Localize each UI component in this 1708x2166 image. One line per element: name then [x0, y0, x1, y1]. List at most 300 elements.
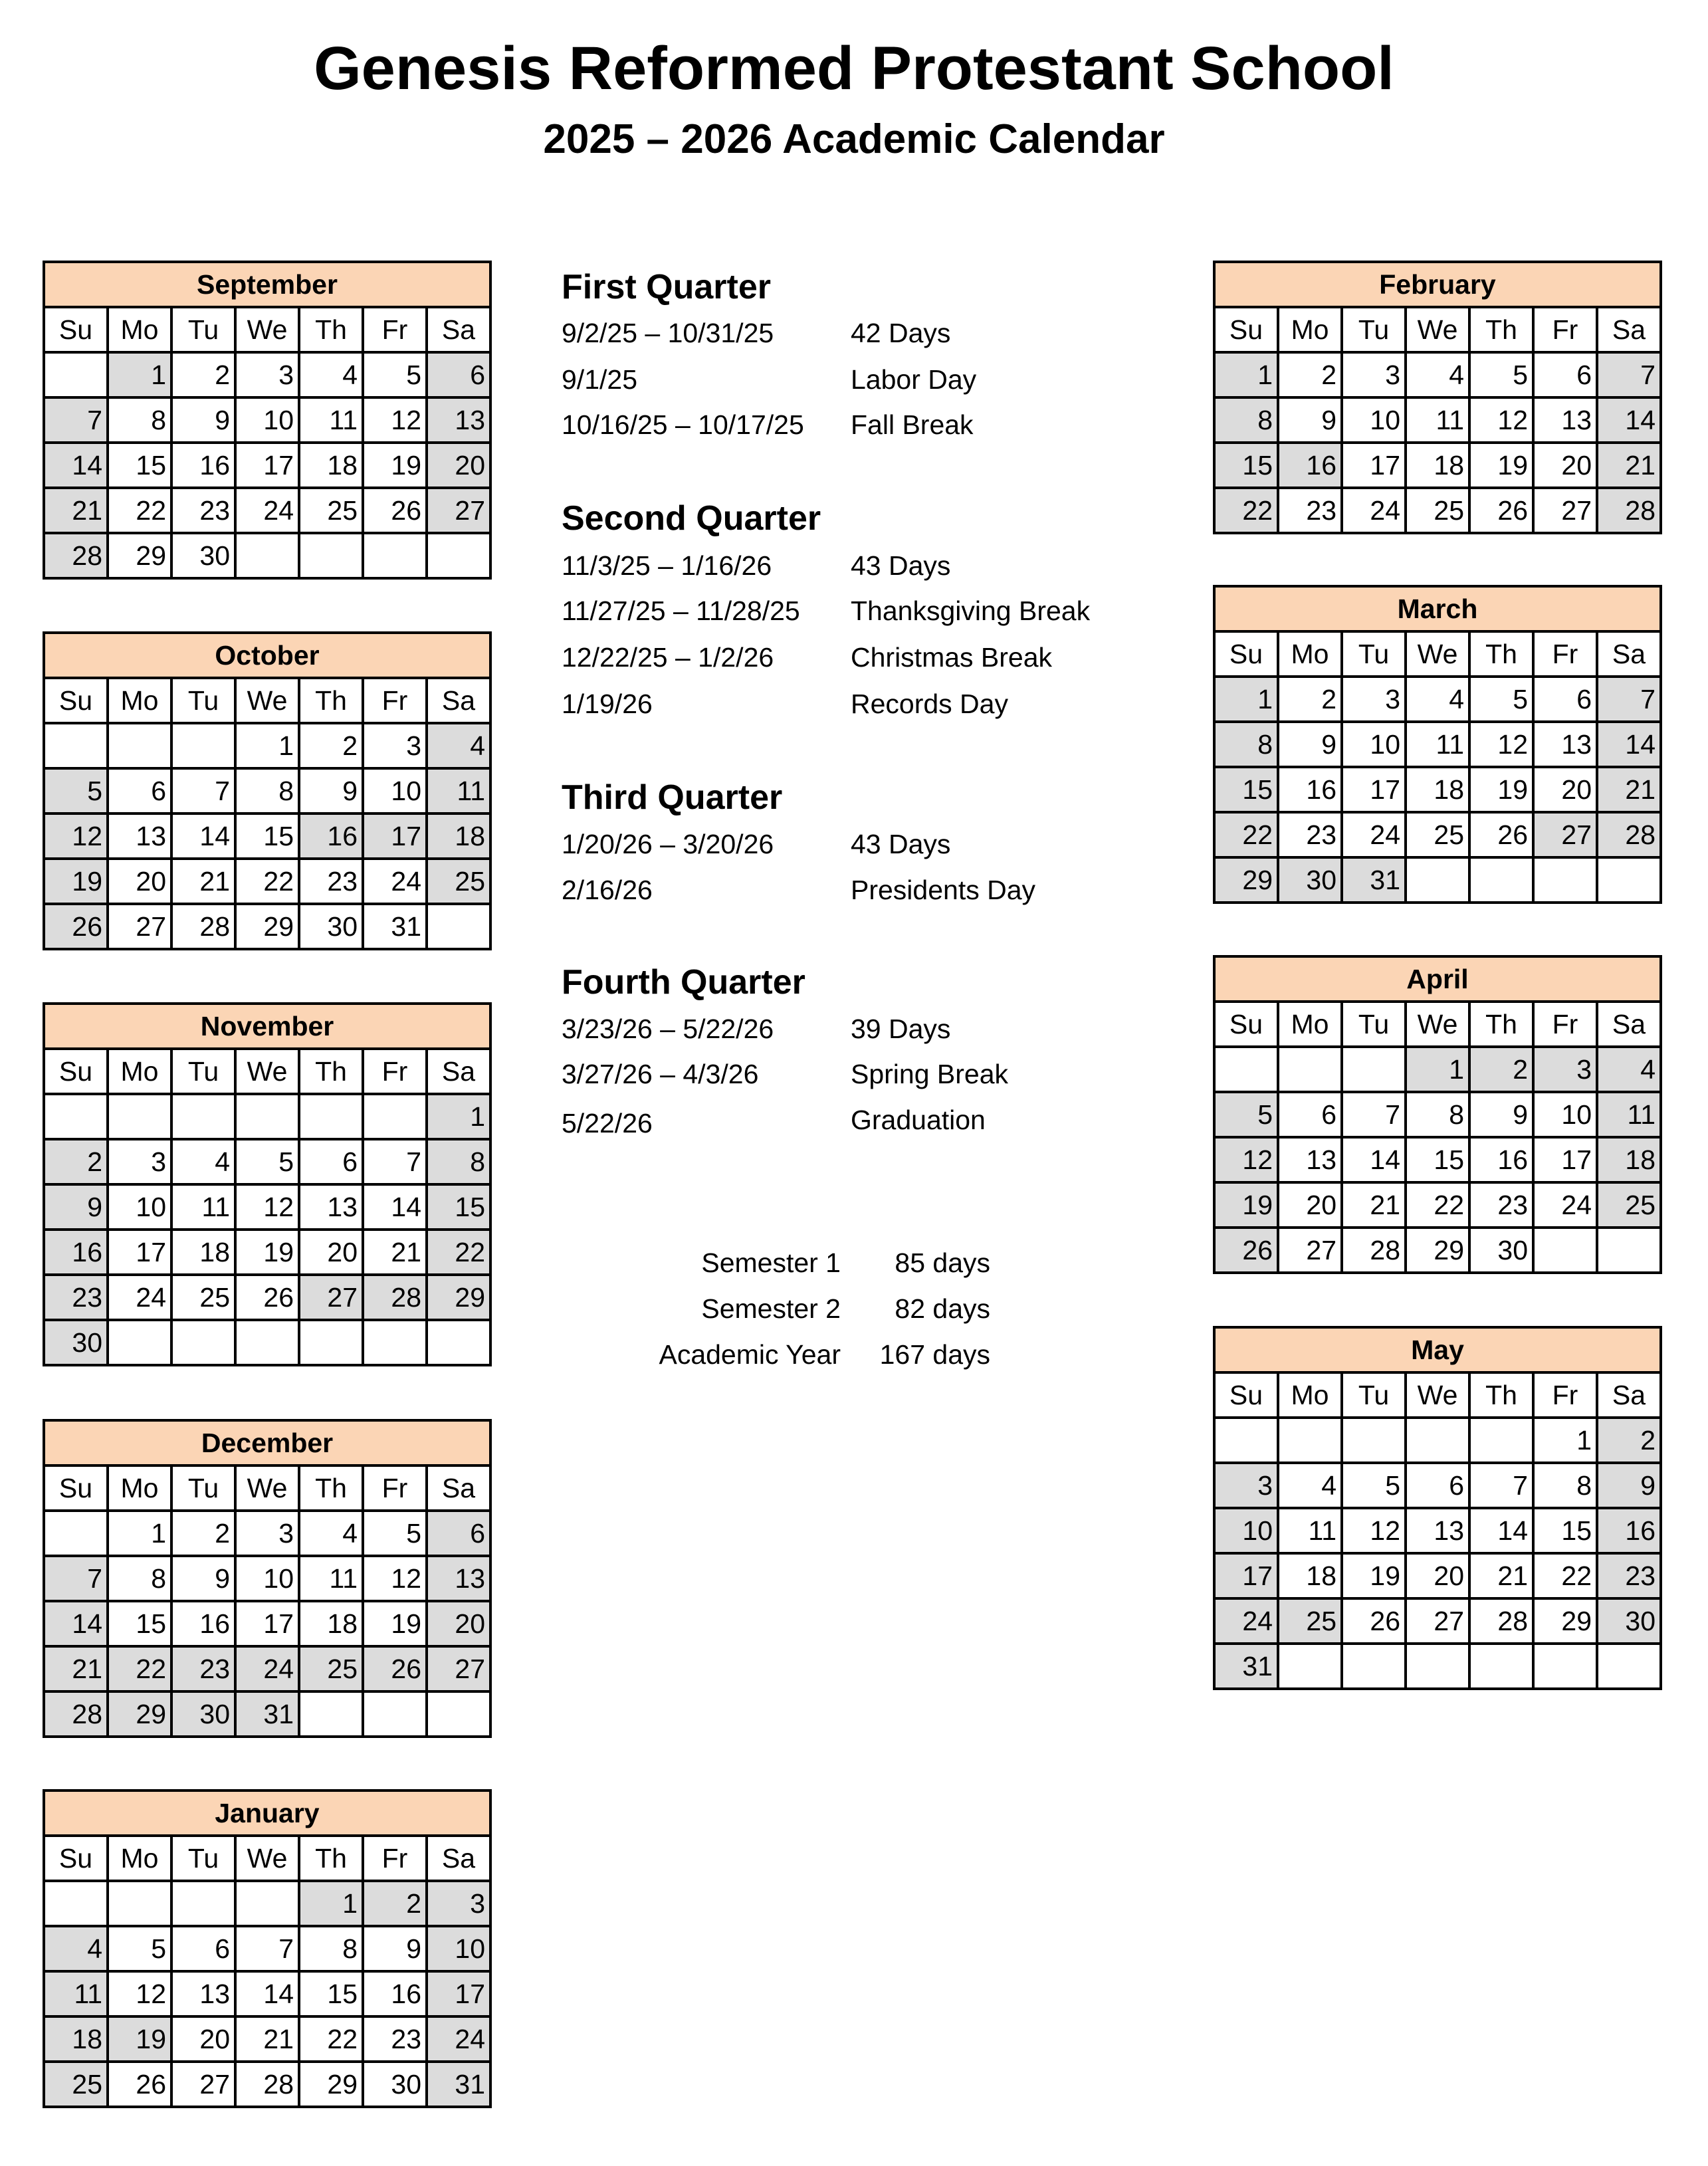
- empty-cell: [1278, 1047, 1342, 1092]
- month-name: October: [44, 633, 490, 678]
- day-cell: 22: [1214, 812, 1278, 857]
- day-cell: 24: [363, 859, 427, 904]
- day-cell: 24: [235, 1646, 299, 1691]
- day-cell: 2: [1278, 352, 1342, 397]
- day-cell: 30: [1469, 1228, 1533, 1273]
- day-cell: 9: [1278, 397, 1342, 443]
- weekday-label: Sa: [427, 678, 490, 723]
- day-cell: 3: [235, 352, 299, 397]
- day-cell: 3: [1214, 1463, 1278, 1508]
- month-name: March: [1214, 586, 1661, 631]
- day-cell: 3: [427, 1881, 490, 1926]
- weekday-label: We: [235, 1049, 299, 1094]
- day-cell: 13: [1406, 1508, 1469, 1553]
- day-cell: 24: [1214, 1598, 1278, 1644]
- day-cell: 17: [235, 443, 299, 488]
- day-cell: 27: [1533, 812, 1597, 857]
- day-cell: 25: [1278, 1598, 1342, 1644]
- month-grid: [1213, 1326, 1662, 1690]
- day-cell: 1: [1406, 1047, 1469, 1092]
- day-cell: 27: [108, 904, 171, 949]
- weekday-label: Su: [1214, 1002, 1278, 1047]
- day-cell: 7: [44, 397, 108, 443]
- calendar-march: [1213, 585, 1662, 904]
- weekday-label: Mo: [108, 1049, 171, 1094]
- empty-cell: [299, 1691, 363, 1737]
- day-cell: 14: [44, 1601, 108, 1646]
- day-cell: 3: [1342, 677, 1406, 722]
- day-cell: 23: [1469, 1182, 1533, 1228]
- day-cell: 7: [44, 1556, 108, 1601]
- day-cell: 11: [1406, 722, 1469, 767]
- empty-cell: [171, 1881, 235, 1926]
- weekday-label: Fr: [363, 307, 427, 352]
- day-cell: 15: [1214, 443, 1278, 488]
- day-cell: 2: [299, 723, 363, 768]
- empty-cell: [1533, 1228, 1597, 1273]
- month-name: December: [44, 1420, 490, 1465]
- day-cell: 6: [1533, 352, 1597, 397]
- empty-cell: [1533, 1644, 1597, 1689]
- day-cell: 29: [427, 1275, 490, 1320]
- day-cell: 8: [1406, 1092, 1469, 1137]
- weekday-label: Tu: [171, 1836, 235, 1881]
- weekday-label: Su: [44, 1836, 108, 1881]
- day-cell: 26: [44, 904, 108, 949]
- day-cell: 17: [108, 1230, 171, 1275]
- day-cell: 7: [1597, 677, 1661, 722]
- day-cell: 30: [171, 533, 235, 578]
- day-cell: 4: [299, 352, 363, 397]
- day-cell: 11: [299, 1556, 363, 1601]
- day-cell: 5: [363, 1511, 427, 1556]
- weekday-label: Fr: [1533, 1002, 1597, 1047]
- calendar-january: [43, 1789, 492, 2108]
- quarter-desc: Presidents Day: [851, 875, 1036, 905]
- empty-cell: [427, 1320, 490, 1365]
- day-cell: 21: [44, 488, 108, 533]
- day-cell: 9: [1469, 1092, 1533, 1137]
- day-cell: 4: [299, 1511, 363, 1556]
- quarter-desc: 43 Days: [851, 829, 951, 859]
- day-cell: 13: [427, 397, 490, 443]
- empty-cell: [1406, 857, 1469, 903]
- month-name: January: [44, 1790, 490, 1836]
- day-cell: 16: [1278, 443, 1342, 488]
- empty-cell: [1214, 1047, 1278, 1092]
- empty-cell: [1533, 857, 1597, 903]
- empty-cell: [299, 533, 363, 578]
- day-cell: 11: [171, 1184, 235, 1230]
- day-cell: 12: [363, 1556, 427, 1601]
- day-cell: 18: [1278, 1553, 1342, 1598]
- semester-value: 85 days: [895, 1247, 990, 1278]
- quarter-date: 11/3/25 – 1/16/26: [562, 550, 772, 581]
- weekday-label: Su: [1214, 1372, 1278, 1418]
- weekday-label: Th: [299, 307, 363, 352]
- empty-cell: [108, 1320, 171, 1365]
- day-cell: 20: [427, 443, 490, 488]
- month-name: May: [1214, 1327, 1661, 1372]
- weekday-label: We: [235, 1465, 299, 1511]
- day-cell: 23: [363, 2016, 427, 2062]
- weekday-label: Su: [1214, 631, 1278, 677]
- month-name: February: [1214, 262, 1661, 307]
- empty-cell: [427, 1691, 490, 1737]
- weekday-label: Fr: [1533, 1372, 1597, 1418]
- day-cell: 20: [427, 1601, 490, 1646]
- day-cell: 27: [1278, 1228, 1342, 1273]
- day-cell: 21: [171, 859, 235, 904]
- day-cell: 7: [171, 768, 235, 813]
- quarter-title: Fourth Quarter: [562, 963, 805, 1002]
- weekday-label: Sa: [427, 307, 490, 352]
- day-cell: 13: [171, 1971, 235, 2016]
- quarter-date: 9/2/25 – 10/31/25: [562, 318, 774, 348]
- day-cell: 20: [1533, 443, 1597, 488]
- day-cell: 15: [235, 813, 299, 859]
- day-cell: 1: [108, 352, 171, 397]
- day-cell: 28: [44, 533, 108, 578]
- day-cell: 10: [1342, 397, 1406, 443]
- day-cell: 20: [108, 859, 171, 904]
- day-cell: 30: [299, 904, 363, 949]
- day-cell: 1: [235, 723, 299, 768]
- weekday-label: Mo: [1278, 631, 1342, 677]
- day-cell: 7: [1597, 352, 1661, 397]
- day-cell: 4: [427, 723, 490, 768]
- empty-cell: [108, 1881, 171, 1926]
- quarter-date: 1/20/26 – 3/20/26: [562, 829, 774, 859]
- calendar-november: [43, 1002, 492, 1366]
- day-cell: 14: [1342, 1137, 1406, 1182]
- day-cell: 11: [427, 768, 490, 813]
- day-cell: 28: [1469, 1598, 1533, 1644]
- day-cell: 12: [44, 813, 108, 859]
- day-cell: 2: [1469, 1047, 1533, 1092]
- day-cell: 18: [1406, 443, 1469, 488]
- day-cell: 24: [108, 1275, 171, 1320]
- day-cell: 4: [171, 1139, 235, 1184]
- day-cell: 3: [1533, 1047, 1597, 1092]
- day-cell: 11: [1597, 1092, 1661, 1137]
- weekday-label: Su: [44, 678, 108, 723]
- day-cell: 28: [44, 1691, 108, 1737]
- empty-cell: [363, 1691, 427, 1737]
- day-cell: 29: [1214, 857, 1278, 903]
- quarter-title: Third Quarter: [562, 778, 783, 817]
- day-cell: 4: [1406, 352, 1469, 397]
- day-cell: 8: [427, 1139, 490, 1184]
- empty-cell: [1469, 857, 1533, 903]
- day-cell: 31: [1342, 857, 1406, 903]
- day-cell: 19: [363, 1601, 427, 1646]
- day-cell: 14: [171, 813, 235, 859]
- day-cell: 2: [363, 1881, 427, 1926]
- weekday-label: Th: [1469, 307, 1533, 352]
- day-cell: 15: [1533, 1508, 1597, 1553]
- empty-cell: [1597, 1644, 1661, 1689]
- quarter-title: Second Quarter: [562, 499, 821, 538]
- calendar-february: [1213, 261, 1662, 534]
- day-cell: 12: [1469, 722, 1533, 767]
- day-cell: 4: [1278, 1463, 1342, 1508]
- day-cell: 12: [363, 397, 427, 443]
- quarter-desc: Christmas Break: [851, 642, 1053, 673]
- day-cell: 28: [1597, 488, 1661, 533]
- weekday-label: Fr: [363, 1465, 427, 1511]
- day-cell: 8: [1214, 722, 1278, 767]
- day-cell: 8: [1533, 1463, 1597, 1508]
- day-cell: 1: [1214, 352, 1278, 397]
- day-cell: 8: [108, 1556, 171, 1601]
- empty-cell: [1469, 1418, 1533, 1463]
- day-cell: 23: [1278, 812, 1342, 857]
- day-cell: 26: [363, 1646, 427, 1691]
- month-name: November: [44, 1004, 490, 1049]
- weekday-label: Mo: [108, 307, 171, 352]
- calendar-october: [43, 631, 492, 950]
- day-cell: 3: [1342, 352, 1406, 397]
- quarter-desc: Labor Day: [851, 364, 977, 395]
- day-cell: 19: [1342, 1553, 1406, 1598]
- academic-year-value: 167 days: [879, 1339, 990, 1370]
- weekday-label: Mo: [108, 1836, 171, 1881]
- day-cell: 23: [171, 488, 235, 533]
- quarter-desc: Graduation: [851, 1105, 986, 1135]
- empty-cell: [171, 1320, 235, 1365]
- day-cell: 14: [44, 443, 108, 488]
- day-cell: 24: [1342, 812, 1406, 857]
- empty-cell: [235, 533, 299, 578]
- day-cell: 2: [1597, 1418, 1661, 1463]
- day-cell: 22: [1533, 1553, 1597, 1598]
- day-cell: 10: [108, 1184, 171, 1230]
- day-cell: 21: [1597, 443, 1661, 488]
- day-cell: 16: [171, 443, 235, 488]
- quarter-date: 3/23/26 – 5/22/26: [562, 1014, 774, 1044]
- calendar-april: [1213, 955, 1662, 1274]
- weekday-label: Fr: [1533, 631, 1597, 677]
- day-cell: 1: [1214, 677, 1278, 722]
- empty-cell: [44, 1881, 108, 1926]
- weekday-label: Mo: [108, 678, 171, 723]
- day-cell: 5: [1469, 352, 1533, 397]
- weekday-label: Th: [299, 1836, 363, 1881]
- day-cell: 28: [171, 904, 235, 949]
- day-cell: 26: [1469, 812, 1533, 857]
- quarter-desc: 42 Days: [851, 318, 951, 348]
- day-cell: 9: [1278, 722, 1342, 767]
- day-cell: 26: [1214, 1228, 1278, 1273]
- day-cell: 6: [299, 1139, 363, 1184]
- quarter-desc: 39 Days: [851, 1014, 951, 1044]
- day-cell: 15: [1214, 767, 1278, 812]
- weekday-label: Sa: [1597, 1372, 1661, 1418]
- empty-cell: [1406, 1644, 1469, 1689]
- day-cell: 22: [108, 1646, 171, 1691]
- day-cell: 17: [1214, 1553, 1278, 1598]
- school-title: Genesis Reformed Protestant School: [314, 35, 1394, 102]
- empty-cell: [427, 533, 490, 578]
- day-cell: 10: [363, 768, 427, 813]
- day-cell: 18: [171, 1230, 235, 1275]
- day-cell: 31: [427, 2062, 490, 2107]
- empty-cell: [171, 1094, 235, 1139]
- weekday-label: Fr: [363, 678, 427, 723]
- day-cell: 10: [235, 1556, 299, 1601]
- day-cell: 11: [1406, 397, 1469, 443]
- day-cell: 25: [1406, 488, 1469, 533]
- weekday-label: Su: [44, 307, 108, 352]
- day-cell: 15: [427, 1184, 490, 1230]
- day-cell: 3: [235, 1511, 299, 1556]
- day-cell: 13: [1533, 722, 1597, 767]
- day-cell: 25: [1406, 812, 1469, 857]
- month-grid: [43, 1789, 492, 2108]
- day-cell: 9: [1597, 1463, 1661, 1508]
- quarter-date: 1/19/26: [562, 689, 653, 719]
- day-cell: 21: [235, 2016, 299, 2062]
- day-cell: 21: [1469, 1553, 1533, 1598]
- weekday-label: Mo: [1278, 1002, 1342, 1047]
- empty-cell: [1278, 1418, 1342, 1463]
- weekday-label: We: [235, 678, 299, 723]
- weekday-label: Sa: [1597, 307, 1661, 352]
- empty-cell: [108, 723, 171, 768]
- day-cell: 22: [1406, 1182, 1469, 1228]
- day-cell: 18: [427, 813, 490, 859]
- calendar-september: [43, 261, 492, 580]
- day-cell: 20: [1406, 1553, 1469, 1598]
- day-cell: 28: [1342, 1228, 1406, 1273]
- day-cell: 7: [1469, 1463, 1533, 1508]
- weekday-label: Th: [1469, 631, 1533, 677]
- weekday-label: Th: [1469, 1372, 1533, 1418]
- day-cell: 22: [1214, 488, 1278, 533]
- day-cell: 13: [299, 1184, 363, 1230]
- weekday-label: Th: [299, 678, 363, 723]
- empty-cell: [1214, 1418, 1278, 1463]
- empty-cell: [1597, 1228, 1661, 1273]
- quarter-desc: 43 Days: [851, 550, 951, 581]
- empty-cell: [44, 352, 108, 397]
- semester-label: Semester 1: [701, 1247, 841, 1278]
- empty-cell: [299, 1094, 363, 1139]
- day-cell: 7: [363, 1139, 427, 1184]
- quarter-date: 2/16/26: [562, 875, 653, 905]
- weekday-label: We: [1406, 307, 1469, 352]
- month-name: April: [1214, 956, 1661, 1002]
- day-cell: 29: [1533, 1598, 1597, 1644]
- empty-cell: [363, 1320, 427, 1365]
- day-cell: 9: [363, 1926, 427, 1971]
- weekday-label: We: [235, 1836, 299, 1881]
- quarter-desc: Spring Break: [851, 1059, 1009, 1089]
- day-cell: 7: [235, 1926, 299, 1971]
- empty-cell: [235, 1094, 299, 1139]
- day-cell: 25: [427, 859, 490, 904]
- day-cell: 30: [171, 1691, 235, 1737]
- day-cell: 28: [235, 2062, 299, 2107]
- quarter-title: First Quarter: [562, 268, 771, 306]
- weekday-label: We: [1406, 631, 1469, 677]
- day-cell: 5: [1214, 1092, 1278, 1137]
- quarter-date: 3/27/26 – 4/3/26: [562, 1059, 759, 1089]
- weekday-label: We: [1406, 1372, 1469, 1418]
- day-cell: 17: [1342, 767, 1406, 812]
- day-cell: 21: [44, 1646, 108, 1691]
- day-cell: 12: [235, 1184, 299, 1230]
- day-cell: 1: [108, 1511, 171, 1556]
- day-cell: 1: [427, 1094, 490, 1139]
- month-grid: [43, 1002, 492, 1366]
- day-cell: 29: [1406, 1228, 1469, 1273]
- month-grid: [1213, 955, 1662, 1274]
- weekday-label: Th: [299, 1465, 363, 1511]
- empty-cell: [1342, 1644, 1406, 1689]
- empty-cell: [44, 723, 108, 768]
- day-cell: 19: [1214, 1182, 1278, 1228]
- weekday-label: Tu: [171, 307, 235, 352]
- day-cell: 16: [363, 1971, 427, 2016]
- month-name: September: [44, 262, 490, 307]
- day-cell: 16: [1278, 767, 1342, 812]
- day-cell: 29: [108, 533, 171, 578]
- day-cell: 9: [171, 1556, 235, 1601]
- weekday-label: Tu: [1342, 1002, 1406, 1047]
- empty-cell: [235, 1320, 299, 1365]
- weekday-label: Tu: [171, 1465, 235, 1511]
- day-cell: 18: [44, 2016, 108, 2062]
- day-cell: 10: [1342, 722, 1406, 767]
- day-cell: 21: [363, 1230, 427, 1275]
- day-cell: 12: [108, 1971, 171, 2016]
- day-cell: 18: [1406, 767, 1469, 812]
- day-cell: 12: [1214, 1137, 1278, 1182]
- day-cell: 19: [108, 2016, 171, 2062]
- quarter-desc: Fall Break: [851, 409, 974, 440]
- weekday-label: Fr: [363, 1836, 427, 1881]
- day-cell: 29: [235, 904, 299, 949]
- day-cell: 20: [299, 1230, 363, 1275]
- day-cell: 24: [235, 488, 299, 533]
- day-cell: 11: [44, 1971, 108, 2016]
- weekday-label: Sa: [1597, 631, 1661, 677]
- day-cell: 24: [1342, 488, 1406, 533]
- day-cell: 16: [1597, 1508, 1661, 1553]
- day-cell: 22: [108, 488, 171, 533]
- month-grid: [1213, 585, 1662, 904]
- day-cell: 24: [1533, 1182, 1597, 1228]
- empty-cell: [427, 904, 490, 949]
- day-cell: 10: [1533, 1092, 1597, 1137]
- day-cell: 19: [1469, 767, 1533, 812]
- day-cell: 27: [171, 2062, 235, 2107]
- quarter-date: 9/1/25: [562, 364, 637, 395]
- day-cell: 3: [108, 1139, 171, 1184]
- day-cell: 25: [299, 488, 363, 533]
- day-cell: 16: [44, 1230, 108, 1275]
- weekday-label: Fr: [1533, 307, 1597, 352]
- empty-cell: [1278, 1644, 1342, 1689]
- day-cell: 5: [1469, 677, 1533, 722]
- day-cell: 13: [108, 813, 171, 859]
- day-cell: 31: [363, 904, 427, 949]
- day-cell: 12: [1342, 1508, 1406, 1553]
- weekday-label: Sa: [427, 1465, 490, 1511]
- day-cell: 13: [427, 1556, 490, 1601]
